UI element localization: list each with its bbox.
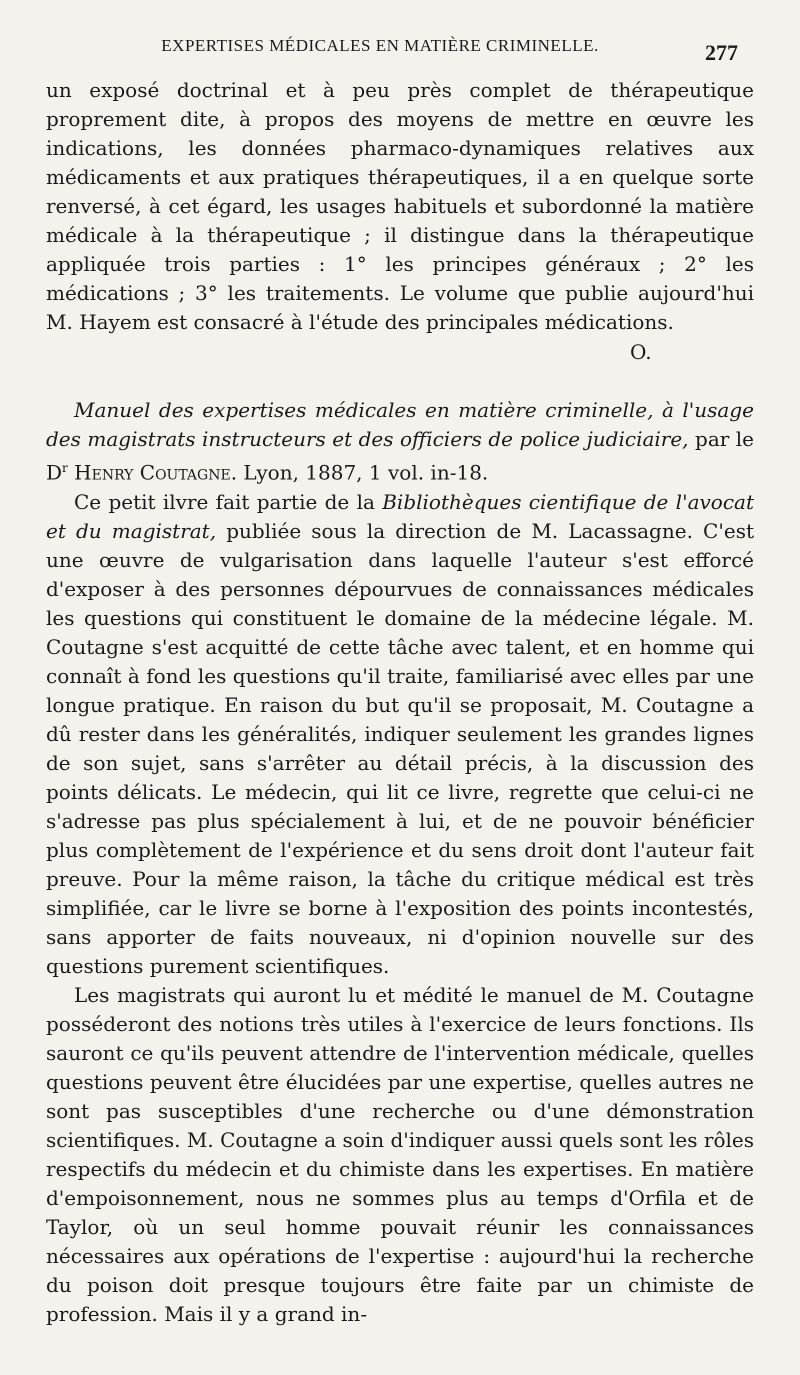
title-by: par le (688, 427, 755, 451)
p1-text-a: Ce petit ilvre fait partie de la (74, 489, 383, 514)
review-paragraph-1 (46, 488, 754, 981)
citation-details: . Lyon, 1887, 1 vol. in-18. (230, 460, 489, 485)
review-citation (46, 396, 754, 488)
p1-text-b: publiée sous la direction de M. Lacassagne. C'est une œuvre de vulgarisation dans laquelle l'auteur s'est efforcé d'exposer à des personnes dépourvues de connaissances médicales les questions qui constituent le domaine de la médecine légale. M. Coutagne s'est acquitté de cette tâche avec talent, et en homme qui connaît à fond les questions qu'il traite, familiarisé avec elles par une longue pratique. En raison du but qu'il se proposait, M. Coutagne a dû rester dans les généralités, indiquer seulement les grandes lignes de son sujet, sans s'arrêter au détail précis, à la discussion des points délicats. Le médecin, qui lit ce livre, regrette que celui-ci ne s'adresse pas plus spécialement à lui, et de ne pouvoir bénéficier plus complètement de l'expérience et du sens droit dont l'auteur fait preuve. Pour la même raison, la tâche du critique médical est très simplifiée, car le livre se borne à l'exposition des points incontestés, sans apporter de faits nouveaux, ni d'opinion nouvelle sur des questions purement scientifiques. (46, 518, 754, 978)
author-name: Henry Coutagne (74, 460, 231, 485)
author-prefix: D (46, 460, 63, 485)
signature-initial: O. (630, 340, 652, 364)
review-paragraph-2: Les magistrats qui auront lu et médité le manuel de M. Coutagne posséderont des notions très utiles à l'exercice de leurs fonctions. Ils sauront ce qu'ils peuvent attendre de l'intervention médicale, quelles questions peuvent être élucidées par une expertise, quelles autres ne sont pas susceptibles d'une recherche ou d'une démonstration scientifiques. M. Coutagne a soin d'indiquer aussi quels sont les rôles respectifs du médecin et du chimiste dans les expertises. En matière d'empoisonnement, nous ne sommes plus au temps d'Orfila et de Taylor, où un seul homme pouvait réunir les connaissances nécessaires aux opérations de l'expertise : aujourd'hui la recherche du poison doit presque toujours être faite par un chimiste de profession. Mais il y a grand in- (46, 982, 754, 1326)
author-sup: r (62, 461, 68, 475)
paragraph-text: un exposé doctrinal et à peu près complet de thérapeutique proprement dite, à propos des moyens de mettre en œuvre les indications, les données pharmaco-dynamiques relatives aux médicaments et aux pratiques thérapeutiques, il a en quelque sorte renversé, à cet égard, les usages habituels et subordonné la matière médicale à la thérapeutique ; il distingue dans la thérapeutique appliquée trois parties : 1° les principes généraux ; 2° les médications ; 3° les traitements. Le volume que publie aujourd'hui M. Hayem est consacré à l'étude des principales médications. (46, 78, 754, 334)
page-number: 277 (705, 40, 738, 65)
continued-paragraph (46, 76, 754, 337)
book-review (46, 396, 754, 1329)
series-title: Bibliothèques cientifique de l'avocat et du magistrat, (46, 489, 754, 543)
running-title: EXPERTISES MÉDICALES EN MATIÈRE CRIMINELLE. (161, 36, 599, 55)
book-title: Manuel des expertises médicales en matière criminelle, à l'usage des magistrats instructeurs et des officiers de police judiciaire, (46, 398, 754, 451)
